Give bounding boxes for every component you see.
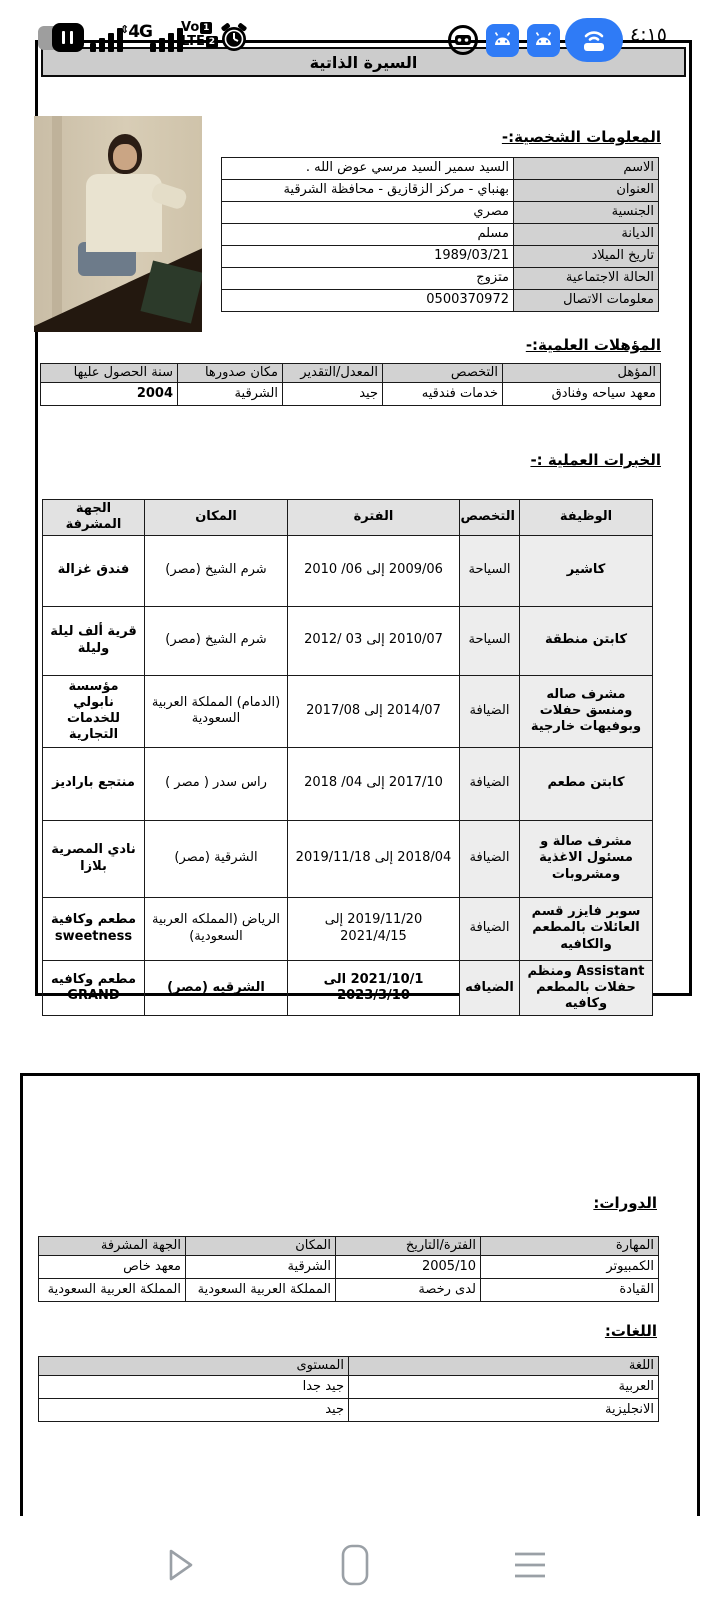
table-cell: معهد سياحه وفنادق [503,383,661,406]
table-cell: جيد [283,383,383,406]
column-header: الوظيفة [520,500,653,536]
table-cell: بهنباي - مركز الزقازيق - محافظة الشرقية [222,180,514,202]
volte-icon: Vo 1 LTE 2 [181,21,218,49]
column-header: المعدل/التقدير [283,364,383,383]
table-cell: جيد [39,1399,349,1422]
column-header: الفترة [288,500,460,536]
table-row [43,675,653,747]
table-cell: مطعم وكافية sweetness [43,897,145,960]
document-page-1 [35,40,692,1011]
table-cell: الضيافة [460,820,520,897]
table-cell: الضيافة [460,897,520,960]
table-cell: سوبر فايزر قسم العائلات بالمطعم والكافيه [520,897,653,960]
header-row [39,1357,659,1376]
table-cell: تاريخ الميلاد [514,246,659,268]
table-row [43,747,653,820]
header-row [43,500,653,536]
table-row [222,202,659,224]
table-cell: معهد خاص [39,1256,186,1279]
table-cell: مؤسسة نابولي للخدمات التجارية [43,675,145,747]
table-cell: 0500370972 [222,290,514,312]
table-cell: 2018/04 إلى 2019/11/18 [288,820,460,897]
column-header: المستوى [39,1357,349,1376]
table-row [222,268,659,290]
table-cell: العنوان [514,180,659,202]
table-row [222,158,659,180]
table-cell: 2005/10 [336,1256,481,1279]
table-cell: السياحة [460,606,520,675]
section-heading-courses: الدورات: [593,1194,657,1212]
table-cell: مطعم وكافيه GRAND [43,960,145,1016]
table-row [43,606,653,675]
table-cell: الشرقية [186,1256,336,1279]
table-cell: العربية [349,1376,659,1399]
recents-icon[interactable] [505,1540,555,1590]
table-row [41,383,661,406]
table-row [222,290,659,312]
column-header: الجهة المشرفة [39,1237,186,1256]
table-cell: خدمات فندقيه [383,383,503,406]
table-cell: مصري [222,202,514,224]
column-header: مكان صدورها [178,364,283,383]
table-cell: فندق غزالة [43,535,145,606]
android-app-icon [486,24,519,57]
table-cell: الضيافه [460,960,520,1016]
document-page-2 [20,1073,700,1516]
table-cell: مسلم [222,224,514,246]
table-cell: شرم الشيخ (مصر) [145,606,288,675]
column-header: المكان [145,500,288,536]
table-cell: الشرقية [178,383,283,406]
table-cell: 2014/07 إلى 2017/08 [288,675,460,747]
table-cell: 2010/07 إلى 03 /2012 [288,606,460,675]
table-cell: الحالة الاجتماعية [514,268,659,290]
table-row [43,960,653,1016]
table-cell: كابتن منطقة [520,606,653,675]
profile-photo [34,116,202,332]
column-header: المهارة [481,1237,659,1256]
table-row [39,1256,659,1279]
table-cell: نادي المصرية بلازا [43,820,145,897]
table-cell: 2004 [41,383,178,406]
table-cell: 2021/10/1 الى 2023/3/10 [288,960,460,1016]
table-cell: معلومات الاتصال [514,290,659,312]
table-cell: مشرف صالة و مسئول الاغذية ومشروبات [520,820,653,897]
table-cell: 2017/10 إلى 04/ 2018 [288,747,460,820]
table-cell: الانجليزية [349,1399,659,1422]
table-cell: الاسم [514,158,659,180]
table-cell: الجنسية [514,202,659,224]
column-header: التخصص [383,364,503,383]
table-row [222,224,659,246]
section-heading-experience: الخبرات العملية :- [530,451,661,469]
table-cell: السيد سمير السيد مرسي عوض الله . [222,158,514,180]
screen-record-icon [447,24,479,60]
hotspot-icon [565,18,623,62]
column-header: التخصص [460,500,520,536]
table-cell: مشرف صاله ومنسق حفلات وبوفيهات خارجية [520,675,653,747]
table-cell: Assistant ومنظم حفلات بالمطعم وكافيه [520,960,653,1016]
table-row [39,1399,659,1422]
column-header: الفترة/التاريخ [336,1237,481,1256]
table-cell: المملكة العربية السعودية [39,1279,186,1302]
section-heading-qualifications: المؤهلات العلمية:- [525,336,661,354]
alarm-icon [218,22,250,58]
table-cell: (الدمام) المملكة العربية السعودية [145,675,288,747]
back-icon[interactable] [155,1540,205,1590]
table-row [222,246,659,268]
table-cell: منتجع باراديز [43,747,145,820]
table-cell: جيد جدا [39,1376,349,1399]
table-cell: راس سدر ( مصر ) [145,747,288,820]
experience-table [42,499,653,1016]
section-heading-personal: المعلومات الشخصية:- [501,128,661,146]
courses-table [38,1236,659,1302]
section-heading-languages: اللغات: [604,1322,657,1340]
table-cell: القيادة [481,1279,659,1302]
table-cell: 2009/06 إلى 06/ 2010 [288,535,460,606]
table-cell: السياحة [460,535,520,606]
column-header: المؤهل [503,364,661,383]
table-cell: لدى رخصة [336,1279,481,1302]
table-cell: كابتن مطعم [520,747,653,820]
column-header: اللغة [349,1357,659,1376]
status-bar [0,0,720,58]
android-app-icon [527,24,560,57]
languages-table [38,1356,659,1422]
signal-bars-icon [150,28,183,52]
table-row [43,897,653,960]
table-row [39,1279,659,1302]
header-row [41,364,661,383]
home-icon[interactable] [330,1540,380,1590]
4g-icon: ⇕4G [120,22,153,42]
page-title: السيرة الذاتية [41,47,686,77]
table-cell: الرياض (المملكه العربية السعودية) [145,897,288,960]
table-cell: الضيافة [460,747,520,820]
table-cell: شرم الشيخ (مصر) [145,535,288,606]
table-cell: الضيافة [460,675,520,747]
signal-bars-icon [90,28,123,52]
table-cell: المملكة العربية السعودية [186,1279,336,1302]
table-cell: الشرقية (مصر) [145,820,288,897]
column-header: الجهة المشرفة [43,500,145,536]
navigation-bar [0,1530,720,1600]
column-header: سنة الحصول عليها [41,364,178,383]
table-cell: الشرقيه (مصر) [145,960,288,1016]
table-row [39,1376,659,1399]
table-cell: 1989/03/21 [222,246,514,268]
table-cell: 2019/11/20 إلى 2021/4/15 [288,897,460,960]
clock: ٤:١٥ [630,24,668,46]
table-row [43,535,653,606]
table-cell: قرية ألف ليلة وليلة [43,606,145,675]
table-cell: الكمبيوتر [481,1256,659,1279]
personal-info-table [221,157,659,312]
dual-sim-icon [38,22,86,52]
header-row [39,1237,659,1256]
table-row [222,180,659,202]
qualifications-table [40,363,661,406]
table-cell: الديانة [514,224,659,246]
column-header: المكان [186,1237,336,1256]
table-cell: متزوج [222,268,514,290]
table-row [43,820,653,897]
table-cell: كاشير [520,535,653,606]
